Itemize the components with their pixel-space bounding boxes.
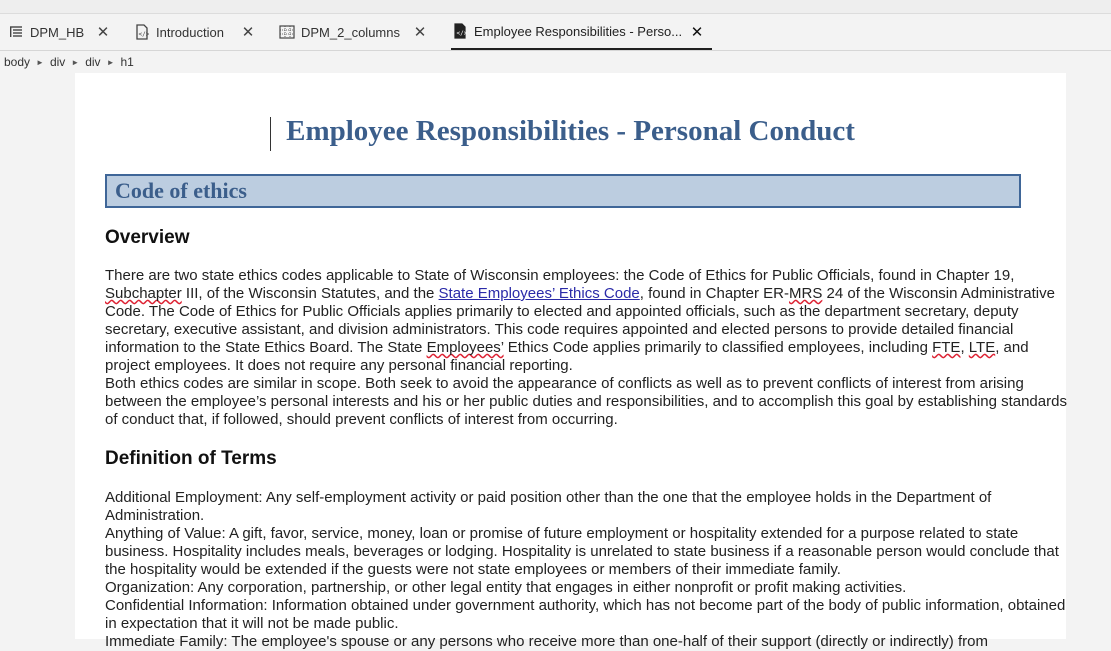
breadcrumb-separator-icon: ► bbox=[71, 57, 80, 67]
close-icon[interactable]: ✕ bbox=[690, 24, 704, 41]
tab-label: Introduction bbox=[156, 24, 224, 40]
close-icon[interactable]: ✕ bbox=[241, 24, 255, 41]
definition-item[interactable]: Confidential Information: Information obtained under government authority, which has not become part of the body of public information, obtained in expectation that it will not be made public. bbox=[105, 597, 1066, 632]
breadcrumb bbox=[4, 51, 134, 73]
html-file-icon bbox=[452, 23, 468, 39]
svg-text:</>: </> bbox=[138, 31, 149, 38]
breadcrumb-item-div[interactable]: div bbox=[49, 55, 66, 69]
svg-text:</>: </> bbox=[456, 30, 467, 37]
overview-heading[interactable]: Overview bbox=[105, 227, 190, 248]
spelling-flag: Subchapter bbox=[105, 285, 182, 302]
breadcrumb-item-div[interactable]: div bbox=[85, 55, 101, 69]
close-icon[interactable]: ✕ bbox=[96, 24, 110, 41]
breadcrumb-item-h1[interactable]: h1 bbox=[120, 55, 134, 69]
definition-item[interactable]: Anything of Value: A gift, favor, service, money, loan or promise of future employment or hospitality extended for a purpose related to state business. Hospitality includes meals, beverages or lodging. Hospitality is unrelated to state business if a reasonable person would conclude that the hospitality would be extended if the guests were not state employees or members of their immediate family. bbox=[105, 525, 1059, 578]
tab-label: Employee Responsibilities - Perso... bbox=[474, 23, 683, 39]
breadcrumb-separator-icon: ► bbox=[36, 57, 44, 67]
tab-dpm-hb[interactable] bbox=[8, 14, 116, 50]
html-file-icon bbox=[134, 24, 150, 40]
overview-section bbox=[105, 267, 1067, 429]
overview-paragraph[interactable]: There are two state ethics codes applicable to State of Wisconsin employees: the Code of Ethics for Public Officials, found in Chapter 19, Subchapter III, of the Wisconsin Statutes, and the State Employees’ Ethics Code, found in Chapter ER-MRS 24 of the Wisconsin Administrative Code. The Code of Ethics for Public Officials applies primarily to elected and appointed officials, such as the department secretary, deputy secretary, executive assistant, and division administrators. This code requires appointed and elected persons to provide detailed financial information to the State Ethics Board. The State Employees’ Ethics Code applies primarily to classified employees, including FTE, LTE, and project employees. It does not require any personal financial reporting. bbox=[105, 267, 1055, 374]
spelling-flag: FTE bbox=[932, 339, 961, 356]
state-employees-ethics-code-link[interactable]: State Employees’ Ethics Code bbox=[438, 285, 640, 302]
close-icon[interactable]: ✕ bbox=[413, 24, 427, 41]
page-title[interactable]: Employee Responsibilities - Personal Conduct bbox=[286, 115, 855, 147]
spelling-flag: Employees’ bbox=[426, 339, 504, 356]
tab-introduction[interactable] bbox=[134, 14, 261, 50]
definition-item[interactable]: Immediate Family: The employee's spouse or any persons who receive more than one-half of their support (directly or indirectly) from bbox=[105, 633, 988, 650]
tab-label: DPM_2_columns bbox=[301, 24, 400, 40]
table-grid-icon bbox=[279, 24, 295, 40]
tab-label: DPM_HB bbox=[30, 24, 85, 40]
breadcrumb-item-body[interactable]: body bbox=[4, 55, 31, 69]
section-heading-code-of-ethics[interactable]: Code of ethics bbox=[105, 174, 1021, 208]
document-page[interactable] bbox=[75, 73, 1067, 650]
breadcrumb-separator-icon: ► bbox=[106, 57, 115, 67]
editor-tab-bar bbox=[0, 14, 1111, 51]
spelling-flag: MRS bbox=[789, 285, 823, 302]
tab-dpm-2-columns[interactable] bbox=[279, 14, 429, 50]
definition-item[interactable]: Organization: Any corporation, partnership, or other legal entity that engages in either nonprofit or profit making activities. bbox=[105, 579, 907, 596]
overview-paragraph-2[interactable]: Both ethics codes are similar in scope. Both seek to avoid the appearance of conflicts as well as to prevent conflicts of interest from arising between the employee’s personal interests and his or her public duties and responsibilities, and to accomplish this goal by establishing standards of conduct that, if followed, should prevent conflicts of interest from occurring. bbox=[105, 375, 1067, 428]
outline-icon bbox=[8, 24, 24, 40]
spelling-flag: LTE bbox=[968, 339, 996, 356]
definition-of-terms-heading[interactable]: Definition of Terms bbox=[105, 448, 277, 469]
definitions-section bbox=[105, 489, 1067, 651]
tab-employee-responsibilities[interactable] bbox=[451, 14, 712, 50]
definition-item[interactable]: Additional Employment: Any self-employment activity or paid position other than the one that the employee holds in the Department of Administration. bbox=[105, 489, 992, 524]
window-top-strip bbox=[0, 0, 1111, 14]
